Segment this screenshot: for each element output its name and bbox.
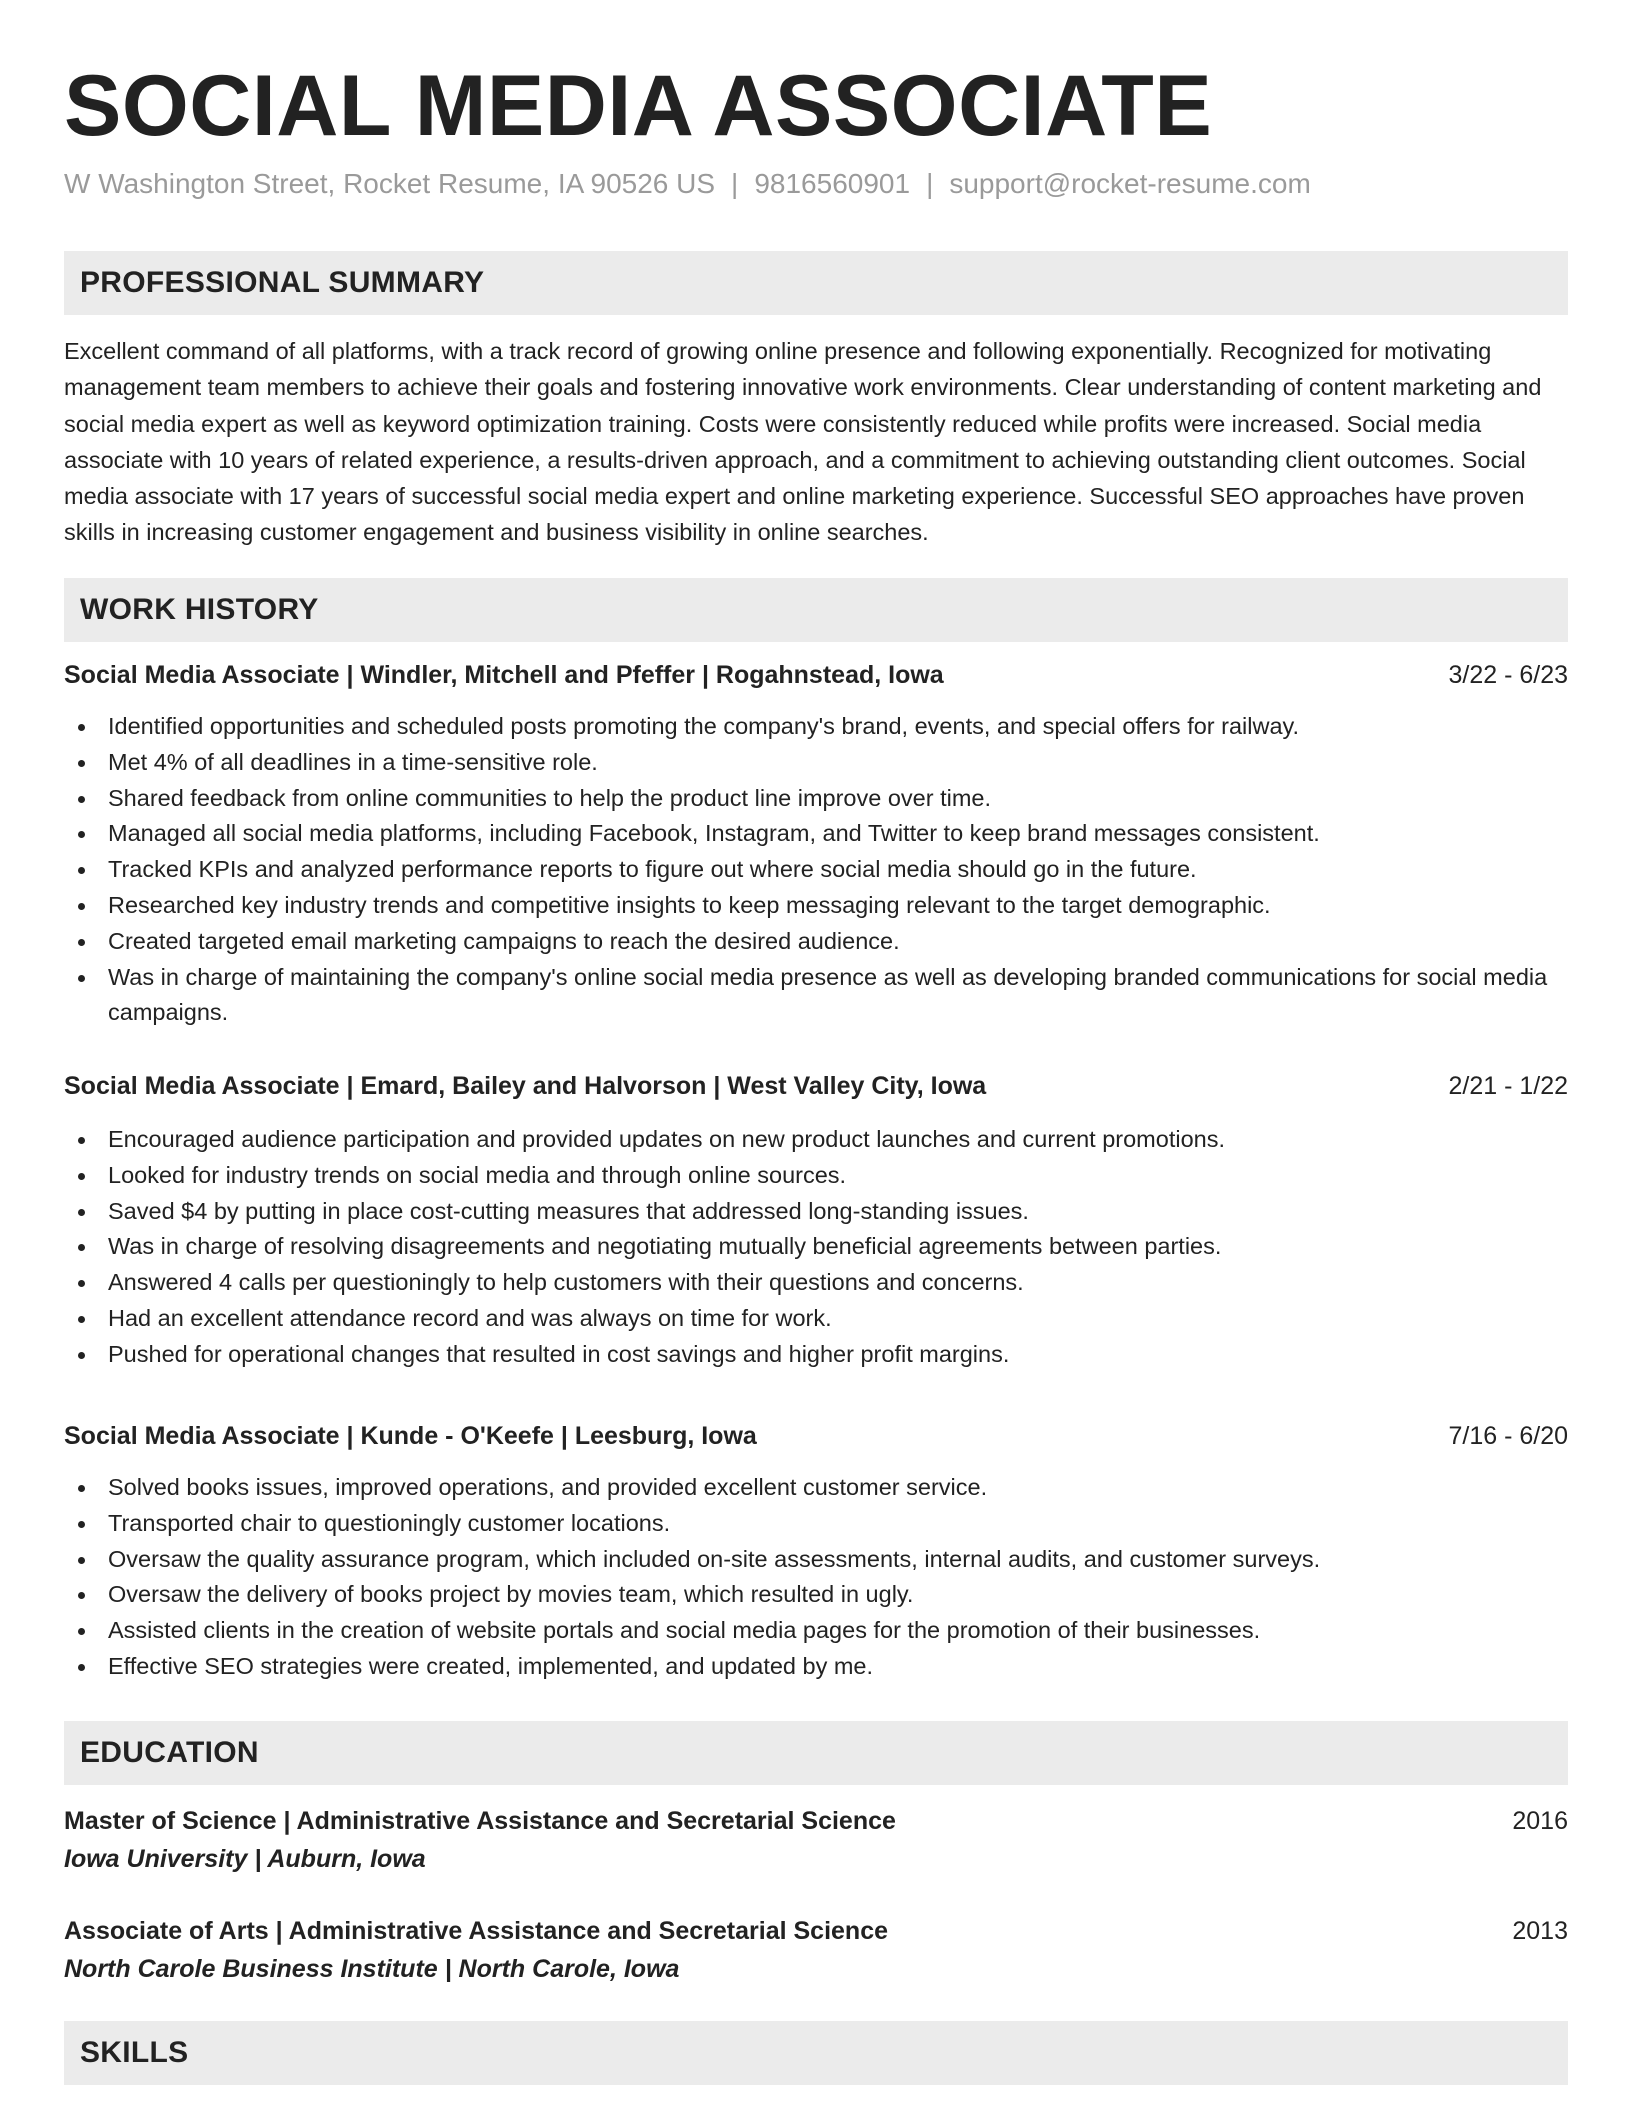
contact-separator: | [731,168,739,199]
job-dates: 2/21 - 1/22 [1448,1072,1568,1100]
bullet-item: Was in charge of maintaining the company's online social media presence as well as developing branded communications for social media campaigns. [64,960,1568,1032]
bullet-icon [78,1352,85,1359]
job-dates: 7/16 - 6/20 [1448,1422,1568,1450]
bullet-icon [78,724,85,731]
education-heading: EDUCATION [80,1736,259,1769]
bullet-icon [78,1280,85,1287]
resume-name: SOCIAL MEDIA ASSOCIATE [64,58,1213,154]
bullet-icon [78,1485,85,1492]
education-entry [64,1802,1568,1878]
skills-heading: SKILLS [80,2036,189,2069]
education-year: 2016 [1512,1807,1568,1835]
summary-heading: PROFESSIONAL SUMMARY [80,266,485,299]
bullet-icon [78,1592,85,1599]
summary-section-header [64,251,1568,315]
work-section-header [64,578,1568,642]
contact-address: W Washington Street, Rocket Resume, IA 90526 US [64,168,716,199]
bullet-item: Oversaw the delivery of books project by movies team, which resulted in ugly. [64,1577,1568,1613]
bullet-item: Researched key industry trends and competitive insights to keep messaging relevant to the target demographic. [64,888,1568,924]
job-entry [64,657,1568,1031]
education-year: 2013 [1512,1917,1568,1945]
bullet-item: Was in charge of resolving disagreements and negotiating mutually beneficial agreements between parties. [64,1229,1568,1265]
education-degree: Associate of Arts | Administrative Assistance and Secretarial Science [64,1917,888,1945]
bullet-item: Effective SEO strategies were created, implemented, and updated by me. [64,1649,1568,1685]
education-school: North Carole Business Institute | North Carole, Iowa [64,1955,680,1983]
job-entry [64,1068,1568,1373]
bullet-icon [78,1521,85,1528]
bullet-icon [78,831,85,838]
bullet-item: Had an excellent attendance record and was always on time for work. [64,1301,1568,1337]
bullet-item: Created targeted email marketing campaigns to reach the desired audience. [64,924,1568,960]
job-header [64,1068,1568,1104]
job-title: Social Media Associate | Kunde - O'Keefe | Leesburg, Iowa [64,1422,757,1450]
job-bullets [64,1470,1568,1685]
job-header [64,1418,1568,1454]
bullet-item: Answered 4 calls per questioningly to help customers with their questions and concerns. [64,1265,1568,1301]
bullet-item: Met 4% of all deadlines in a time-sensitive role. [64,745,1568,781]
bullet-item: Solved books issues, improved operations, and provided excellent customer service. [64,1470,1568,1506]
job-entry [64,1418,1568,1685]
bullet-item: Encouraged audience participation and provided updates on new product launches and current promotions. [64,1122,1568,1158]
bullet-item: Shared feedback from online communities to help the product line improve over time. [64,781,1568,817]
bullet-item: Oversaw the quality assurance program, which included on-site assessments, internal audits, and customer surveys. [64,1542,1568,1578]
bullet-icon [78,939,85,946]
bullet-item: Tracked KPIs and analyzed performance reports to figure out where social media should go in the future. [64,852,1568,888]
bullet-icon [78,760,85,767]
bullet-item: Managed all social media platforms, including Facebook, Instagram, and Twitter to keep brand messages consistent. [64,816,1568,852]
bullet-icon [78,1664,85,1671]
bullet-icon [78,1628,85,1635]
job-title: Social Media Associate | Emard, Bailey and Halvorson | West Valley City, Iowa [64,1072,987,1100]
contact-email: support@rocket-resume.com [949,168,1311,199]
education-school: Iowa University | Auburn, Iowa [64,1845,426,1873]
bullet-icon [78,1137,85,1144]
job-bullets [64,1122,1568,1373]
bullet-icon [78,975,85,982]
summary-text: Excellent command of all platforms, with a track record of growing online presence and following exponentially. Recognized for motivating management team members to achieve their goals and fostering innovative work environments. Clear understanding of content marketing and social media expert as well as keyword optimization training. Costs were consistently reduced while profits were increased. Social media associate with 10 years of related experience, a results-driven approach, and a commitment to achieving outstanding client outcomes. Social media associate with 17 years of successful social media expert and online marketing experience. Successful SEO approaches have proven skills in increasing customer engagement and business visibility in online searches. [64,338,1542,546]
job-dates: 3/22 - 6/23 [1448,661,1568,689]
bullet-item: Pushed for operational changes that resulted in cost savings and higher profit margins. [64,1337,1568,1373]
bullet-item: Saved $4 by putting in place cost-cutting measures that addressed long-standing issues. [64,1194,1568,1230]
contact-line [64,164,1311,204]
work-heading: WORK HISTORY [80,593,319,626]
bullet-item: Identified opportunities and scheduled posts promoting the company's brand, events, and special offers for railway. [64,709,1568,745]
job-bullets [64,709,1568,1031]
bullet-icon [78,1173,85,1180]
bullet-icon [78,903,85,910]
education-degree: Master of Science | Administrative Assistance and Secretarial Science [64,1807,896,1835]
bullet-icon [78,867,85,874]
job-title: Social Media Associate | Windler, Mitchell and Pfeffer | Rogahnstead, Iowa [64,661,944,689]
skills-section-header [64,2021,1568,2085]
bullet-icon [78,1209,85,1216]
job-header [64,657,1568,693]
contact-separator: | [926,168,934,199]
education-section-header [64,1721,1568,1785]
bullet-item: Assisted clients in the creation of website portals and social media pages for the promotion of their businesses. [64,1613,1568,1649]
bullet-icon [78,1316,85,1323]
education-entry [64,1912,1568,1988]
bullet-item: Looked for industry trends on social media and through online sources. [64,1158,1568,1194]
bullet-icon [78,796,85,803]
bullet-icon [78,1244,85,1251]
contact-phone: 9816560901 [754,168,911,199]
bullet-item: Transported chair to questioningly customer locations. [64,1506,1568,1542]
bullet-icon [78,1557,85,1564]
